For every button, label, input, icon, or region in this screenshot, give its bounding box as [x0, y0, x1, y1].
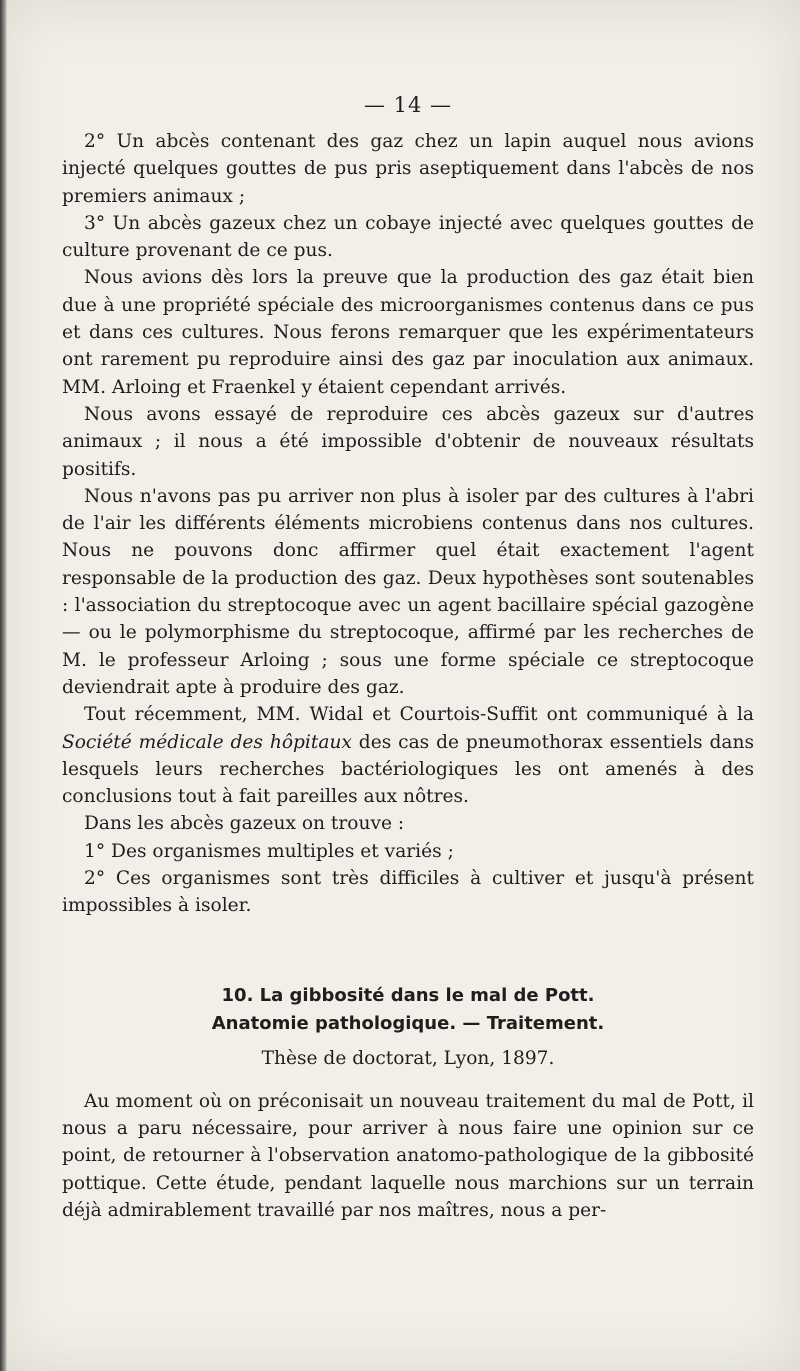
section-body: Au moment où on préconisait un nouveau traitement du mal de Pott, il nous a paru nécessaire, pour arriver à nous faire une opinion sur ce point, de retourner à l'observation anatomo-pathologique de la gibbosité pottique. Cette étude, pendant laquelle nous marchions sur un terrain déjà admirablement travaillé par nos maîtres, nous a per-	[62, 1090, 754, 1221]
page-binding-edge	[0, 0, 7, 1371]
list-item: 2° Ces organismes sont très difficiles à cultiver et jusqu'à présent impossibles à isoler.	[62, 868, 754, 917]
abces-intro: Dans les abcès gazeux on trouve :	[84, 813, 405, 835]
list-item: 1° Des organismes multiples et variés ;	[84, 840, 454, 862]
widal-text-before: Tout récemment, MM. Widal et Courtois-Suffit ont communiqué à la	[84, 704, 754, 726]
paragraph: Nous avons essayé de reproduire ces abcès gazeux sur d'autres animaux ; il nous a été impossible d'obtenir de nouveaux résultats positifs.	[62, 403, 754, 480]
society-name-italic: Société médicale des hôpitaux	[62, 731, 352, 753]
paragraph: 3° Un abcès gazeux chez un cobaye injecté avec quelques gouttes de culture provenant de ce pus.	[62, 212, 754, 262]
paragraph: Nous n'avons pas pu arriver non plus à isoler par des cultures à l'abri de l'air les différents éléments microbiens contenus dans nos cultures. Nous ne pouvons donc affirmer quel était exactement l'agent responsable de la production des gaz. Deux hypothèses sont soutenables : l'association du streptocoque avec un agent bacillaire spécial gazogène — ou le polymorphisme du streptocoque, affirmé par les recherches de M. le professeur Arloing ; sous une forme spéciale ce streptocoque deviendrait apte à produire des gaz.	[62, 485, 754, 698]
paragraph-widal	[62, 701, 754, 810]
paragraph: 2° Un abcès contenant des gaz chez un lapin auquel nous avions injecté quelques gouttes de pus pris aseptiquement dans l'abcès de nos premiers animaux ;	[62, 131, 754, 207]
paragraph: Nous avions dès lors la preuve que la production des gaz était bien due à une propriété spéciale des microorganismes contenus dans ce pus et dans ces cultures. Nous ferons remarquer que les expérimentateurs ont rarement pu reproduire ainsi des gaz par inoculation aux animaux. MM. Arloing et Fraenkel y étaient cependant arrivés.	[62, 267, 754, 398]
text-column	[62, 88, 754, 1224]
widal-text-after: des cas de pneumothorax essentiels dans lesquels leurs recherches bactériologiques les ont amenés à des conclusions tout à fait pareilles aux nôtres.	[62, 731, 754, 808]
page-number: — 14 —	[363, 93, 453, 117]
section-title-line1: 10. La gibbosité dans le mal de Pott.	[221, 984, 595, 1006]
section-title-line2: Anatomie pathologique. — Traitement.	[211, 1012, 605, 1034]
section-heading	[62, 982, 754, 1038]
thesis-reference: Thèse de doctorat, Lyon, 1897.	[261, 1047, 555, 1069]
